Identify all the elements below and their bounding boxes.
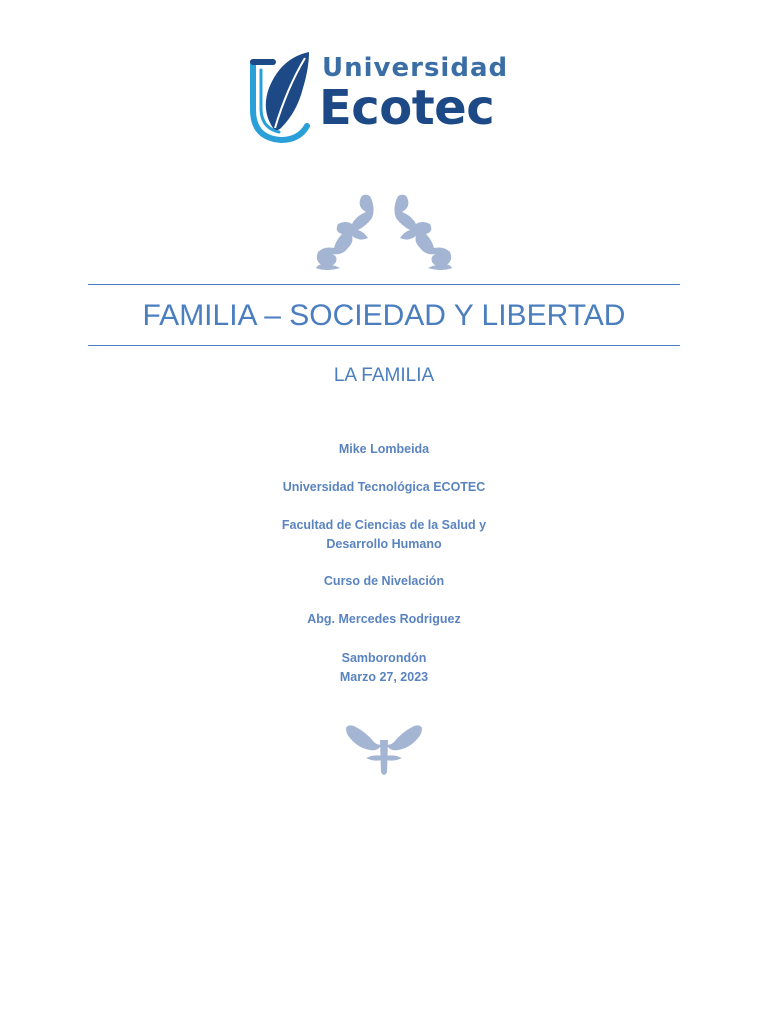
logo-text-universidad: Universidad [322, 53, 509, 83]
city-name: Samborondón [341, 651, 427, 665]
document-subtitle: LA FAMILIA [333, 365, 435, 386]
faculty-name [184, 516, 584, 554]
logo-text-ecotec: Ecotec [319, 80, 495, 136]
author-name: Mike Lombeida [338, 442, 430, 456]
title-top-rule [88, 284, 680, 285]
document-title: FAMILIA – SOCIEDAD Y LIBERTAD [142, 299, 626, 332]
document-date: Marzo 27, 2023 [339, 670, 429, 684]
course-name: Curso de Nivelación [323, 574, 445, 588]
university-name: Universidad Tecnológica ECOTEC [282, 480, 486, 494]
university-logo [247, 48, 519, 144]
faculty-line-2: Desarrollo Humano [326, 537, 442, 551]
teacher-name: Abg. Mercedes Rodriguez [307, 612, 461, 626]
fleur-ornament-icon [344, 722, 424, 778]
faculty-line-1: Facultad de Ciencias de la Salud y [281, 518, 487, 532]
feather-shield-logo-icon [247, 48, 315, 144]
title-bottom-rule [88, 345, 680, 346]
floral-flourish-ornament-icon [312, 190, 456, 272]
